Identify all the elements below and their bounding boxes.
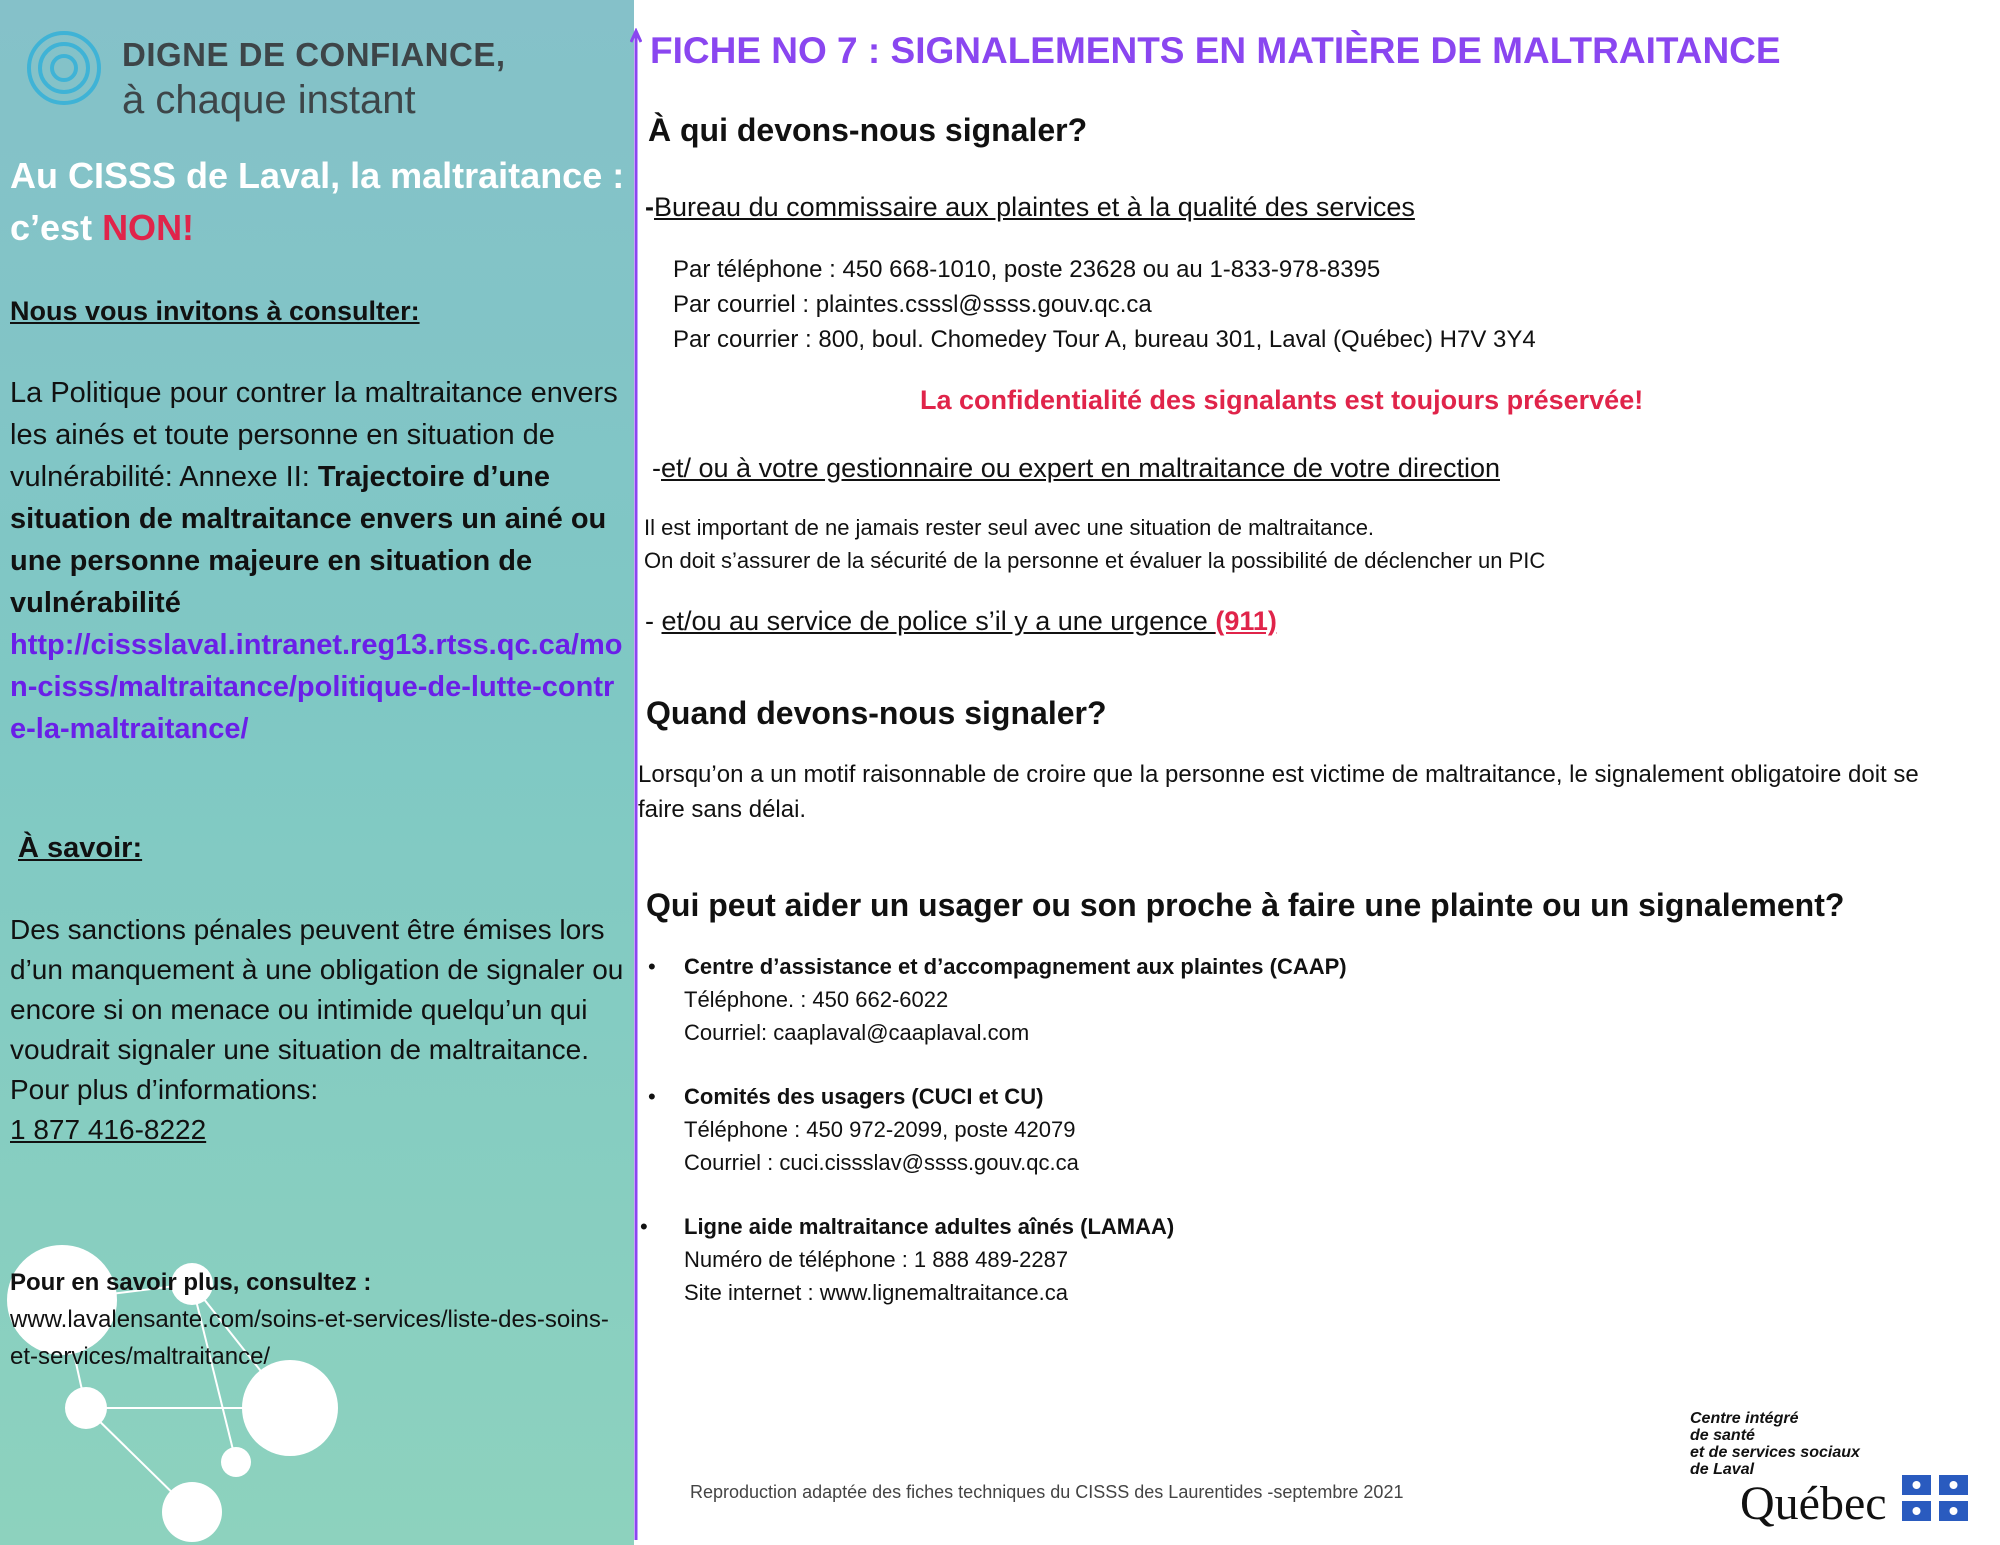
brand-logo	[26, 26, 626, 126]
police-label: et/ou au service de police s’il y a une urgence	[661, 606, 1216, 636]
manager-label: et/ ou à votre gestionnaire ou expert en maltraitance de votre direction	[661, 453, 1500, 483]
commissioner-contact	[673, 252, 1536, 357]
footer-note: Reproduction adaptée des fiches techniques du CISSS des Laurentides -septembre 2021	[690, 1482, 1404, 1502]
section-heading-help: Qui peut aider un usager ou son proche à faire une plainte ou un signalement?	[646, 887, 1845, 923]
commissioner-mail: Par courrier : 800, boul. Chomedey Tour A, bureau 301, Laval (Québec) H7V 3Y4	[673, 326, 1536, 353]
headline-text: Au CISSS de Laval, la maltraitance : c’est	[10, 155, 625, 248]
report-item-commissioner	[645, 192, 1415, 223]
commissioner-email: Par courriel : plaintes.csssl@ssss.gouv.qc.ca	[673, 291, 1152, 318]
bullet: •	[648, 1084, 656, 1109]
brand-line-3: et de services sociaux	[1690, 1444, 1860, 1461]
logo-line-1: DIGNE DE CONFIANCE,	[122, 36, 506, 73]
left-panel	[0, 0, 634, 1545]
committees-phone: Téléphone : 450 972-2099, poste 42079	[684, 1117, 1076, 1142]
help-list	[640, 950, 1347, 1309]
policy-block	[10, 372, 625, 750]
brand-line-4: de Laval	[1690, 1461, 1755, 1478]
note-alone: Il est important de ne jamais rester seul avec une situation de maltraitance.	[644, 515, 1375, 540]
learn-more-block	[10, 1264, 625, 1375]
caap-phone: Téléphone. : 450 662-6022	[684, 987, 949, 1012]
when-text-line-2: faire sans délai.	[638, 796, 807, 823]
info-phone-link[interactable]: 1 877 416-8222	[10, 1114, 207, 1145]
committees-email: Courriel : cuci.cissslav@ssss.gouv.qc.ca	[684, 1150, 1079, 1175]
sanctions-block	[10, 910, 625, 1150]
list-item-caap	[648, 950, 1347, 1049]
list-item-committees	[648, 1080, 1347, 1179]
left-headline	[10, 150, 625, 254]
commissioner-label: Bureau du commissaire aux plaintes et à la qualité des services	[654, 192, 1415, 222]
manager-notes	[644, 511, 1545, 577]
logo-line-2: à chaque instant	[122, 78, 416, 122]
policy-bold-title: Trajectoire d’une situation de maltraitance envers un ainé ou une personne majeure en situation de vulnérabilité	[10, 461, 607, 619]
item-dash: -	[645, 192, 654, 222]
bullet: •	[648, 954, 656, 979]
brand-quebec-wordmark: Québec	[1740, 1477, 1887, 1530]
learn-more-link[interactable]: www.lavalensante.com/soins-et-services/liste-des-soins-et-services/maltraitance/	[10, 1306, 609, 1370]
caap-email: Courriel: caaplaval@caaplaval.com	[684, 1020, 1030, 1045]
brand-line-2: de santé	[1690, 1427, 1755, 1444]
commissioner-phone: Par téléphone : 450 668-1010, poste 23628 ou au 1-833-978-8395	[673, 256, 1381, 283]
caap-title: Centre d’assistance et d’accompagnement aux plaintes (CAAP)	[684, 954, 1347, 979]
confidentiality-notice: La confidentialité des signalants est toujours préservée!	[920, 385, 1644, 415]
item-dash: -	[652, 453, 661, 483]
headline-emphasis: NON!	[102, 207, 195, 248]
sanctions-text: Des sanctions pénales peuvent être émises lors d’un manquement à une obligation de signaler ou encore si on menace ou intimide quelqu’un qui voudrait signaler une situation de maltraitance.	[10, 914, 624, 1065]
when-text-line-1: Lorsqu’on a un motif raisonnable de croire que la personne est victime de maltraitance, le signalement obligatoire doit se	[638, 761, 1919, 788]
policy-intro: La Politique pour contrer la maltraitance envers les ainés et toute personne en situation de vulnérabilité: Annexe II:	[10, 377, 618, 493]
committees-title: Comités des usagers (CUCI et CU)	[684, 1084, 1044, 1109]
savoir-heading: À savoir:	[18, 832, 143, 864]
page-title: FICHE NO 7 : SIGNALEMENTS EN MATIÈRE DE MALTRAITANCE	[650, 30, 1781, 71]
concentric-circles-icon	[26, 30, 102, 106]
lamaa-website: Site internet : www.lignemaltraitance.ca	[684, 1280, 1068, 1305]
quebec-flag-icon	[1902, 1475, 1968, 1521]
section-heading-who: À qui devons-nous signaler?	[648, 112, 1088, 148]
brand-org-name	[1690, 1410, 1860, 1478]
lamaa-phone: Numéro de téléphone : 1 888 489-2287	[684, 1247, 1069, 1272]
policy-link[interactable]: http://cissslaval.intranet.reg13.rtss.qc.ca/mon-cisss/maltraitance/politique-de-lutte-contre-la-maltraitance/	[10, 629, 623, 745]
when-text	[638, 757, 1919, 827]
report-item-police	[645, 606, 1277, 637]
list-item-lamaa	[640, 1210, 1347, 1309]
bullet: •	[640, 1214, 648, 1239]
note-safety: On doit s’assurer de la sécurité de la personne et évaluer la possibilité de déclencher un PIC	[644, 548, 1546, 573]
brand-line-1: Centre intégré	[1690, 1410, 1799, 1427]
learn-more-label: Pour en savoir plus, consultez :	[10, 1269, 372, 1296]
section-heading-when: Quand devons-nous signaler?	[646, 695, 1107, 731]
item-dash: -	[645, 606, 662, 636]
emergency-number: (911)	[1215, 606, 1277, 636]
lamaa-title: Ligne aide maltraitance adultes aînés (LAMAA)	[684, 1214, 1175, 1239]
report-item-manager	[652, 453, 1500, 484]
more-info-label: Pour plus d’informations:	[10, 1074, 319, 1105]
cisss-laval-logo	[1690, 1410, 1990, 1540]
invite-heading: Nous vous invitons à consulter:	[10, 296, 420, 326]
